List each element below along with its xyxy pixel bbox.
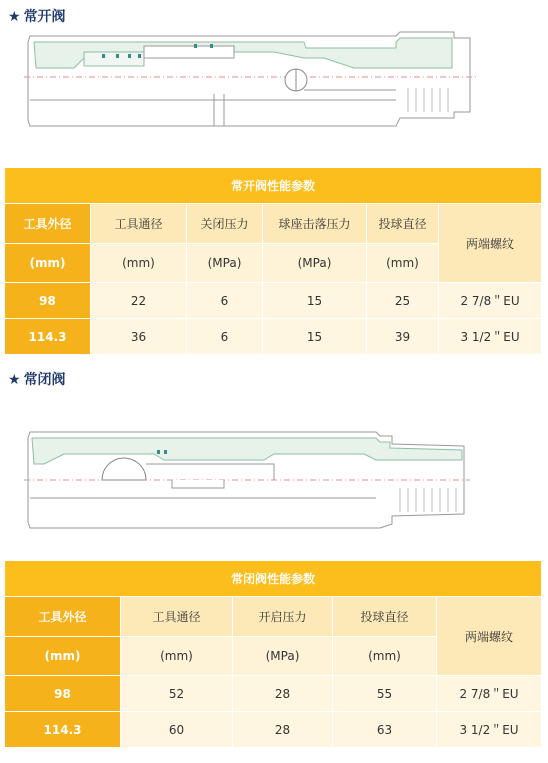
cell-tool-od: 114.3: [5, 319, 91, 355]
cell-open-pressure: 28: [233, 712, 333, 748]
header-tool-od: 工具外径: [5, 204, 91, 244]
cell-tool-od: 98: [5, 676, 121, 712]
header-ball-diameter: 投球直径: [367, 204, 439, 244]
cell-end-threads: 3 1/2＂EU: [439, 319, 542, 355]
cell-open-pressure: 28: [233, 676, 333, 712]
star-icon: ★: [8, 9, 21, 25]
unit-tool-od: (mm): [5, 244, 91, 283]
cell-ball-diameter: 25: [367, 283, 439, 319]
section-title-text: 常闭阀: [23, 372, 66, 388]
section-title-text: 常开阀: [23, 9, 66, 25]
table-row: [5, 319, 542, 355]
table-row: [5, 283, 542, 319]
normally-closed-spec-table: [4, 560, 542, 748]
cell-tool-od: 114.3: [5, 712, 121, 748]
header-end-threads: 两端螺纹: [439, 204, 542, 283]
table-title: 常闭阀性能参数: [5, 561, 542, 597]
cell-tool-id: 22: [91, 283, 187, 319]
unit-ball-diameter: (mm): [367, 244, 439, 283]
unit-open-pressure: (MPa): [233, 637, 333, 676]
normally-open-spec-table: [4, 167, 542, 355]
header-tool-od: 工具外径: [5, 597, 121, 637]
star-icon: ★: [8, 372, 21, 388]
cell-seat-knockout-pressure: 15: [263, 319, 367, 355]
cell-close-pressure: 6: [187, 319, 263, 355]
cell-tool-id: 36: [91, 319, 187, 355]
cell-ball-diameter: 63: [333, 712, 437, 748]
unit-ball-diameter: (mm): [333, 637, 437, 676]
table-row: [5, 712, 542, 748]
cell-tool-id: 52: [121, 676, 233, 712]
header-open-pressure: 开启压力: [233, 597, 333, 637]
header-tool-id: 工具通径: [91, 204, 187, 244]
unit-tool-id: (mm): [91, 244, 187, 283]
header-seat-knockout-pressure: 球座击落压力: [263, 204, 367, 244]
normally-open-valve-drawing: [24, 28, 476, 132]
table-row: [5, 676, 542, 712]
cell-seat-knockout-pressure: 15: [263, 283, 367, 319]
unit-tool-id: (mm): [121, 637, 233, 676]
cell-tool-id: 60: [121, 712, 233, 748]
header-tool-id: 工具通径: [121, 597, 233, 637]
unit-tool-od: (mm): [5, 637, 121, 676]
unit-close-pressure: (MPa): [187, 244, 263, 283]
header-ball-diameter: 投球直径: [333, 597, 437, 637]
cell-ball-diameter: 55: [333, 676, 437, 712]
header-close-pressure: 关闭压力: [187, 204, 263, 244]
unit-seat-knockout-pressure: (MPa): [263, 244, 367, 283]
cell-close-pressure: 6: [187, 283, 263, 319]
cell-end-threads: 2 7/8＂EU: [439, 283, 542, 319]
header-end-threads: 两端螺纹: [437, 597, 542, 676]
cell-ball-diameter: 39: [367, 319, 439, 355]
section-title-normally-open: [8, 6, 66, 26]
section-title-normally-closed: [8, 369, 66, 389]
cell-end-threads: 3 1/2＂EU: [437, 712, 542, 748]
cell-tool-od: 98: [5, 283, 91, 319]
cell-end-threads: 2 7/8＂EU: [437, 676, 542, 712]
normally-closed-valve-drawing: [24, 428, 470, 532]
table-title: 常开阀性能参数: [5, 168, 542, 204]
